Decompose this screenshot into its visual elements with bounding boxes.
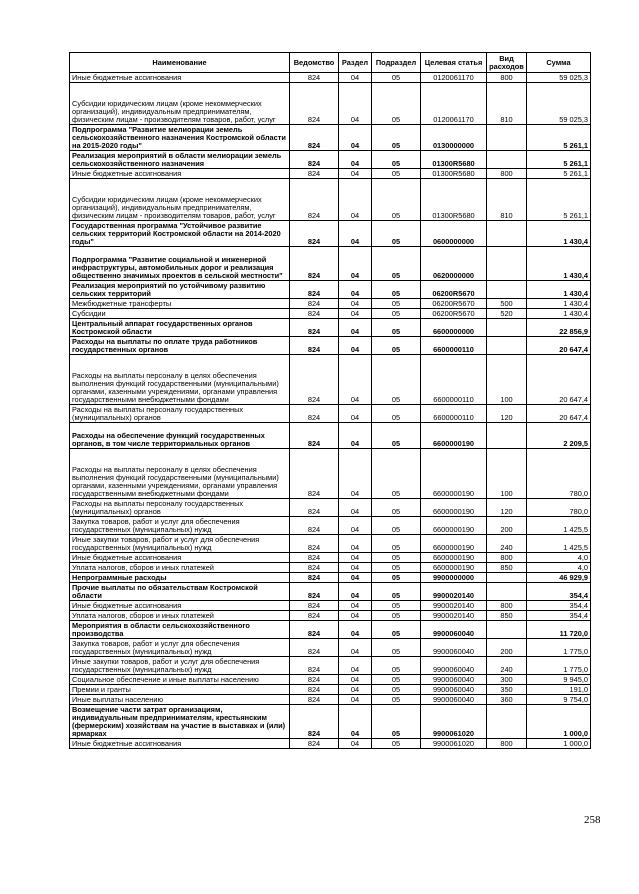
row-expense-type: 240 [487,535,527,553]
table-row [70,337,591,355]
row-section: 04 [339,573,372,583]
row-target-article: 6600000190 [421,563,487,573]
row-sum: 1 000,0 [527,705,591,739]
row-subsection: 05 [372,499,421,517]
row-sum: 780,0 [527,449,591,499]
row-expense-type: 810 [487,83,527,125]
row-sum: 59 025,3 [527,83,591,125]
row-department: 824 [290,621,339,639]
row-section: 04 [339,83,372,125]
row-section: 04 [339,423,372,449]
row-name: Мероприятия в области сельскохозяйственного производства [70,621,290,639]
row-subsection: 05 [372,517,421,535]
row-sum: 1 430,4 [527,247,591,281]
row-sum: 2 209,5 [527,423,591,449]
row-name: Иные выплаты населению [70,695,290,705]
row-name: Реализация мероприятий по устойчивому развитию сельских территорий [70,281,290,299]
table-row [70,639,591,657]
table-row [70,601,591,611]
row-target-article: 01300R5680 [421,169,487,179]
table-row [70,553,591,563]
table-row [70,281,591,299]
row-target-article: 0600000000 [421,221,487,247]
row-department: 824 [290,685,339,695]
row-expense-type [487,221,527,247]
row-expense-type: 120 [487,405,527,423]
row-name: Расходы на выплаты персоналу государственных (муниципальных) органов [70,405,290,423]
row-expense-type: 500 [487,299,527,309]
row-target-article: 0130000000 [421,125,487,151]
row-section: 04 [339,499,372,517]
row-target-article: 9900060040 [421,685,487,695]
row-department: 824 [290,573,339,583]
row-department: 824 [290,169,339,179]
row-subsection: 05 [372,125,421,151]
row-expense-type: 100 [487,449,527,499]
row-expense-type: 800 [487,73,527,83]
row-department: 824 [290,355,339,405]
row-section: 04 [339,281,372,299]
table-row [70,449,591,499]
table-row [70,499,591,517]
row-expense-type [487,247,527,281]
row-subsection: 05 [372,657,421,675]
row-target-article: 6600000110 [421,337,487,355]
row-section: 04 [339,639,372,657]
row-department: 824 [290,151,339,169]
row-sum: 1 000,0 [527,739,591,749]
row-expense-type: 240 [487,657,527,675]
row-name: Субсидии юридическим лицам (кроме некоммерческих организаций), индивидуальным предпринимателям, физическим лицам - производителям товаров, работ, услуг [70,179,290,221]
row-department: 824 [290,657,339,675]
row-department: 824 [290,583,339,601]
table-row [70,73,591,83]
row-name: Подпрограмма "Развитие мелиорации земель сельскохозяйственного назначения Костромской области на 2015-2020 годы" [70,125,290,151]
row-sum: 5 261,1 [527,169,591,179]
row-department: 824 [290,299,339,309]
row-department: 824 [290,73,339,83]
row-section: 04 [339,675,372,685]
row-department: 824 [290,319,339,337]
table-row [70,247,591,281]
row-sum: 5 261,1 [527,179,591,221]
row-section: 04 [339,179,372,221]
row-name: Иные бюджетные ассигнования [70,739,290,749]
row-department: 824 [290,695,339,705]
table-row [70,705,591,739]
row-expense-type: 800 [487,739,527,749]
row-department: 824 [290,499,339,517]
row-expense-type: 360 [487,695,527,705]
row-sum: 4,0 [527,553,591,563]
row-name: Иные бюджетные ассигнования [70,553,290,563]
row-name: Субсидии юридическим лицам (кроме некоммерческих организаций), индивидуальным предпринимателям, физическим лицам - производителям товаров, работ, услуг [70,83,290,125]
row-section: 04 [339,337,372,355]
row-department: 824 [290,535,339,553]
table-row [70,169,591,179]
row-sum: 59 025,3 [527,73,591,83]
row-name: Уплата налогов, сборов и иных платежей [70,563,290,573]
row-subsection: 05 [372,705,421,739]
row-target-article: 9900020140 [421,611,487,621]
row-subsection: 05 [372,449,421,499]
row-department: 824 [290,675,339,685]
row-section: 04 [339,583,372,601]
row-target-article: 6600000110 [421,405,487,423]
row-subsection: 05 [372,151,421,169]
row-target-article: 9900060040 [421,657,487,675]
row-target-article: 9900061020 [421,739,487,749]
row-subsection: 05 [372,179,421,221]
row-department: 824 [290,517,339,535]
row-name: Расходы на выплаты персоналу в целях обеспечения выполнения функций государственными (муниципальными) органами, казенными учреждениями, органами управления государственными внебюджетными фондами [70,355,290,405]
row-expense-type [487,573,527,583]
row-name: Расходы на выплаты персоналу государственных (муниципальных) органов [70,499,290,517]
row-department: 824 [290,221,339,247]
row-sum: 46 929,9 [527,573,591,583]
row-section: 04 [339,611,372,621]
table-row [70,355,591,405]
budget-table [69,52,591,749]
row-section: 04 [339,601,372,611]
table-row [70,83,591,125]
table-row [70,423,591,449]
row-department: 824 [290,309,339,319]
row-target-article: 0120061170 [421,83,487,125]
row-name: Иные бюджетные ассигнования [70,73,290,83]
row-department: 824 [290,281,339,299]
header-sum: Сумма [527,53,591,73]
row-section: 04 [339,247,372,281]
row-section: 04 [339,125,372,151]
row-department: 824 [290,125,339,151]
row-subsection: 05 [372,299,421,309]
header-department: Ведомство [290,53,339,73]
row-sum: 9 754,0 [527,695,591,705]
row-section: 04 [339,739,372,749]
row-target-article: 9900020140 [421,583,487,601]
row-target-article: 6600000110 [421,355,487,405]
row-sum: 5 261,1 [527,125,591,151]
row-department: 824 [290,639,339,657]
row-subsection: 05 [372,675,421,685]
row-expense-type [487,319,527,337]
row-subsection: 05 [372,83,421,125]
row-target-article: 6600000000 [421,319,487,337]
row-subsection: 05 [372,639,421,657]
row-expense-type: 350 [487,685,527,695]
row-expense-type [487,337,527,355]
row-sum: 1 430,4 [527,299,591,309]
row-subsection: 05 [372,337,421,355]
row-sum: 354,4 [527,583,591,601]
row-sum: 1 425,5 [527,535,591,553]
row-name: Расходы на выплаты персоналу в целях обеспечения выполнения функций государственными (муниципальными) органами, казенными учреждениями, органами управления государственными внебюджетными фондами [70,449,290,499]
table-row [70,657,591,675]
row-target-article: 6600000190 [421,423,487,449]
row-name: Прочие выплаты по обязательствам Костромской области [70,583,290,601]
row-sum: 354,4 [527,601,591,611]
table-row [70,405,591,423]
row-section: 04 [339,535,372,553]
row-department: 824 [290,423,339,449]
row-subsection: 05 [372,583,421,601]
row-target-article: 9900060040 [421,675,487,685]
row-department: 824 [290,611,339,621]
row-target-article: 0620000000 [421,247,487,281]
row-expense-type: 120 [487,499,527,517]
row-name: Закупка товаров, работ и услуг для обеспечения государственных (муниципальных) нужд [70,639,290,657]
table-row [70,299,591,309]
row-subsection: 05 [372,553,421,563]
row-subsection: 05 [372,535,421,553]
row-expense-type: 800 [487,553,527,563]
row-expense-type: 850 [487,563,527,573]
row-expense-type [487,705,527,739]
row-subsection: 05 [372,281,421,299]
table-row [70,675,591,685]
table-row [70,685,591,695]
row-sum: 1 430,4 [527,281,591,299]
table-row [70,309,591,319]
table-row [70,695,591,705]
row-target-article: 9900060040 [421,695,487,705]
row-section: 04 [339,169,372,179]
row-subsection: 05 [372,685,421,695]
row-subsection: 05 [372,309,421,319]
row-expense-type: 200 [487,639,527,657]
row-name: Государственная программа "Устойчивое развитие сельских территорий Костромской области на 2014-2020 годы" [70,221,290,247]
row-expense-type: 850 [487,611,527,621]
row-department: 824 [290,405,339,423]
table-row [70,573,591,583]
row-name: Расходы на выплаты по оплате труда работников государственных органов [70,337,290,355]
row-section: 04 [339,73,372,83]
row-name: Межбюджетные трансферты [70,299,290,309]
row-subsection: 05 [372,355,421,405]
row-target-article: 6600000190 [421,553,487,563]
table-body [70,73,591,749]
row-target-article: 01300R5680 [421,151,487,169]
row-target-article: 0120061170 [421,73,487,83]
table-row [70,563,591,573]
row-department: 824 [290,553,339,563]
row-name: Центральный аппарат государственных органов Костромской области [70,319,290,337]
row-target-article: 9900061020 [421,705,487,739]
table-row [70,517,591,535]
row-section: 04 [339,405,372,423]
header-target-article: Целевая статья [421,53,487,73]
row-name: Иные закупки товаров, работ и услуг для обеспечения государственных (муниципальных) нужд [70,657,290,675]
row-sum: 354,4 [527,611,591,621]
row-subsection: 05 [372,423,421,449]
row-target-article: 9900000000 [421,573,487,583]
row-name: Подпрограмма "Развитие социальной и инженерной инфраструктуры, автомобильных дорог и реализация общественно значимых проектов в сельской местности" [70,247,290,281]
row-name: Иные бюджетные ассигнования [70,601,290,611]
header-section: Раздел [339,53,372,73]
row-target-article: 06200R5670 [421,309,487,319]
row-expense-type [487,423,527,449]
row-sum: 1 425,5 [527,517,591,535]
row-sum: 191,0 [527,685,591,695]
row-section: 04 [339,685,372,695]
row-section: 04 [339,517,372,535]
row-name: Закупка товаров, работ и услуг для обеспечения государственных (муниципальных) нужд [70,517,290,535]
row-section: 04 [339,621,372,639]
row-department: 824 [290,337,339,355]
row-subsection: 05 [372,405,421,423]
page-number: 258 [584,814,601,826]
table-header-row [70,53,591,73]
row-subsection: 05 [372,621,421,639]
header-name: Наименование [70,53,290,73]
row-expense-type: 300 [487,675,527,685]
row-section: 04 [339,657,372,675]
row-target-article: 9900020140 [421,601,487,611]
row-name: Уплата налогов, сборов и иных платежей [70,611,290,621]
row-subsection: 05 [372,611,421,621]
row-name: Расходы на обеспечение функций государственных органов, в том числе территориальных органов [70,423,290,449]
row-section: 04 [339,151,372,169]
row-section: 04 [339,553,372,563]
row-subsection: 05 [372,247,421,281]
row-subsection: 05 [372,169,421,179]
row-sum: 9 945,0 [527,675,591,685]
row-sum: 1 775,0 [527,639,591,657]
row-expense-type: 800 [487,169,527,179]
table-row [70,535,591,553]
row-sum: 1 775,0 [527,657,591,675]
table-row [70,319,591,337]
row-name: Возмещение части затрат организациям, индивидуальным предпринимателям, крестьянским (фермерским) хозяйствам на участие в выставках и (или) ярмарках [70,705,290,739]
row-department: 824 [290,83,339,125]
row-expense-type: 800 [487,601,527,611]
table-row [70,221,591,247]
row-section: 04 [339,221,372,247]
row-expense-type [487,281,527,299]
row-name: Непрограммные расходы [70,573,290,583]
table-row [70,179,591,221]
row-department: 824 [290,247,339,281]
row-section: 04 [339,309,372,319]
row-sum: 5 261,1 [527,151,591,169]
row-sum: 1 430,4 [527,309,591,319]
row-expense-type: 520 [487,309,527,319]
table-row [70,583,591,601]
table-row [70,621,591,639]
row-target-article: 6600000190 [421,535,487,553]
row-expense-type: 200 [487,517,527,535]
row-target-article: 6600000190 [421,499,487,517]
row-expense-type [487,151,527,169]
row-expense-type [487,583,527,601]
row-sum: 11 720,0 [527,621,591,639]
row-name: Субсидии [70,309,290,319]
row-section: 04 [339,563,372,573]
row-subsection: 05 [372,601,421,611]
table-row [70,151,591,169]
header-expense-type: Вид расходов [487,53,527,73]
row-section: 04 [339,705,372,739]
row-subsection: 05 [372,73,421,83]
row-department: 824 [290,179,339,221]
table-row [70,125,591,151]
row-sum: 4,0 [527,563,591,573]
row-section: 04 [339,355,372,405]
row-section: 04 [339,695,372,705]
row-name: Социальное обеспечение и иные выплаты населению [70,675,290,685]
row-sum: 20 647,4 [527,355,591,405]
row-section: 04 [339,319,372,337]
row-department: 824 [290,563,339,573]
row-department: 824 [290,601,339,611]
row-subsection: 05 [372,695,421,705]
header-subsection: Подраздел [372,53,421,73]
row-section: 04 [339,299,372,309]
row-department: 824 [290,739,339,749]
row-target-article: 6600000190 [421,517,487,535]
row-sum: 780,0 [527,499,591,517]
row-expense-type [487,621,527,639]
row-name: Реализация мероприятий в области мелиорации земель сельскохозяйственного назначения [70,151,290,169]
row-name: Премии и гранты [70,685,290,695]
row-target-article: 6600000190 [421,449,487,499]
row-subsection: 05 [372,563,421,573]
budget-table-container [69,52,590,749]
row-target-article: 06200R5670 [421,299,487,309]
table-row [70,611,591,621]
row-sum: 20 647,4 [527,405,591,423]
row-section: 04 [339,449,372,499]
row-name: Иные бюджетные ассигнования [70,169,290,179]
row-subsection: 05 [372,319,421,337]
row-department: 824 [290,449,339,499]
row-name: Иные закупки товаров, работ и услуг для обеспечения государственных (муниципальных) нужд [70,535,290,553]
row-target-article: 06200R5670 [421,281,487,299]
row-target-article: 9900060040 [421,621,487,639]
row-target-article: 9900060040 [421,639,487,657]
row-department: 824 [290,705,339,739]
row-sum: 22 856,9 [527,319,591,337]
row-sum: 1 430,4 [527,221,591,247]
row-subsection: 05 [372,221,421,247]
row-expense-type: 810 [487,179,527,221]
table-row [70,739,591,749]
row-subsection: 05 [372,739,421,749]
row-subsection: 05 [372,573,421,583]
row-target-article: 01300R5680 [421,179,487,221]
row-expense-type: 100 [487,355,527,405]
row-sum: 20 647,4 [527,337,591,355]
row-expense-type [487,125,527,151]
